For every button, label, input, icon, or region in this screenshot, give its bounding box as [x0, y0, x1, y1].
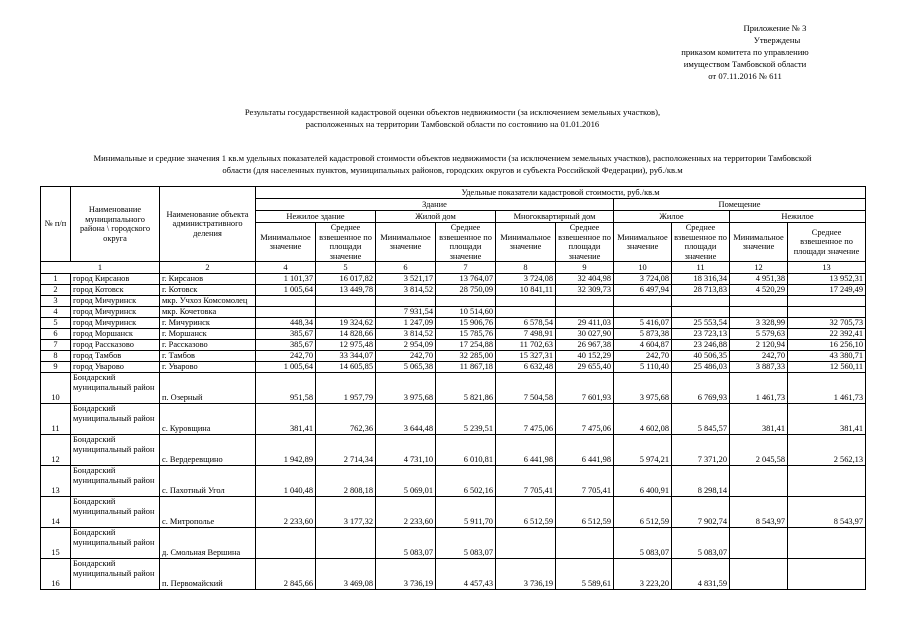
value-cell: 4 951,38: [730, 274, 788, 285]
value-cell: 5 083,07: [614, 528, 672, 559]
header-avg-value: Среднее взвешенное по площади значение: [436, 223, 496, 262]
value-cell: 6 400,91: [614, 466, 672, 497]
header-nonresidential-building: Нежилое здание: [256, 211, 376, 223]
header-avg-value: Среднее взвешенное по площади значение: [556, 223, 614, 262]
value-cell: 5 974,21: [614, 435, 672, 466]
row-number: 12: [41, 435, 71, 466]
table-row: [41, 373, 866, 404]
column-number: 2: [160, 262, 256, 274]
value-cell: 3 736,19: [496, 559, 556, 590]
district-name: город Мичуринск: [71, 307, 160, 318]
value-cell: [788, 559, 866, 590]
value-cell: 18 316,34: [672, 274, 730, 285]
column-number: 12: [730, 262, 788, 274]
document-title-line-2: расположенных на территории Тамбовской области по состоянию на 01.01.2016: [305, 118, 600, 129]
column-number: 5: [316, 262, 376, 274]
table-row: [41, 435, 866, 466]
value-cell: 10 841,11: [496, 285, 556, 296]
value-cell: 26 967,38: [556, 340, 614, 351]
value-cell: [496, 296, 556, 307]
value-cell: [730, 528, 788, 559]
value-cell: 22 392,41: [788, 329, 866, 340]
value-cell: [436, 296, 496, 307]
value-cell: 1 005,64: [256, 362, 316, 373]
table-caption-line-2: области (для населенных пунктов, муниципальных районов, городских округов и субъекта Российской Федерации), руб./кв.м: [222, 164, 683, 175]
district-name: город Кирсанов: [71, 274, 160, 285]
value-cell: 25 553,54: [672, 318, 730, 329]
value-cell: 4 604,87: [614, 340, 672, 351]
table-caption: [40, 153, 865, 176]
admin-unit-name: г. Тамбов: [160, 351, 256, 362]
value-cell: [496, 307, 556, 318]
value-cell: [788, 307, 866, 318]
value-cell: 28 750,09: [436, 285, 496, 296]
column-number: 4: [256, 262, 316, 274]
district-name: Бондарский муниципальный район: [71, 528, 160, 559]
value-cell: 5 083,07: [436, 528, 496, 559]
table-row: [41, 274, 866, 285]
value-cell: [256, 528, 316, 559]
district-name: Бондарский муниципальный район: [71, 435, 160, 466]
value-cell: 3 736,19: [376, 559, 436, 590]
value-cell: 40 506,35: [672, 351, 730, 362]
district-name: Бондарский муниципальный район: [71, 466, 160, 497]
value-cell: 1 247,09: [376, 318, 436, 329]
value-cell: 6 441,98: [496, 435, 556, 466]
header-min-value: Минимальное значение: [614, 223, 672, 262]
admin-unit-name: г. Мичуринск: [160, 318, 256, 329]
value-cell: 5 083,07: [672, 528, 730, 559]
value-cell: 5 911,70: [436, 497, 496, 528]
value-cell: 23 246,88: [672, 340, 730, 351]
header-min-value: Минимальное значение: [730, 223, 788, 262]
value-cell: 28 713,83: [672, 285, 730, 296]
value-cell: 3 521,17: [376, 274, 436, 285]
header-building: Здание: [256, 199, 614, 211]
value-cell: 6 497,94: [614, 285, 672, 296]
table-row: [41, 559, 866, 590]
admin-unit-name: д. Смольная Вершина: [160, 528, 256, 559]
admin-unit-name: мкр. Учхоз Комсомолец: [160, 296, 256, 307]
header-nonresidential-premises: Нежилое: [730, 211, 866, 223]
table-row: [41, 340, 866, 351]
value-cell: [556, 296, 614, 307]
value-cell: 6 769,93: [672, 373, 730, 404]
value-cell: 2 845,66: [256, 559, 316, 590]
row-number: 9: [41, 362, 71, 373]
header-premises: Помещение: [614, 199, 866, 211]
header-residential-premises: Жилое: [614, 211, 730, 223]
value-cell: 381,41: [730, 404, 788, 435]
value-cell: 23 723,13: [672, 329, 730, 340]
header-district: Наименование муниципального района \ городского округа: [71, 187, 160, 262]
district-name: город Мичуринск: [71, 318, 160, 329]
value-cell: [316, 296, 376, 307]
cadastral-values-table: [40, 186, 866, 590]
value-cell: 242,70: [376, 351, 436, 362]
value-cell: 11 867,18: [436, 362, 496, 373]
value-cell: 15 785,76: [436, 329, 496, 340]
value-cell: 8 543,97: [788, 497, 866, 528]
value-cell: 6 632,48: [496, 362, 556, 373]
value-cell: 385,67: [256, 340, 316, 351]
value-cell: 2 120,94: [730, 340, 788, 351]
approved-by-line-1: приказом комитета по управлению: [681, 47, 809, 57]
table-row: [41, 285, 866, 296]
value-cell: [788, 296, 866, 307]
value-cell: 8 543,97: [730, 497, 788, 528]
value-cell: 4 520,29: [730, 285, 788, 296]
row-number: 5: [41, 318, 71, 329]
value-cell: 16 017,82: [316, 274, 376, 285]
value-cell: [256, 307, 316, 318]
header-avg-value: Среднее взвешенное по площади значение: [316, 223, 376, 262]
value-cell: 7 601,93: [556, 373, 614, 404]
header-apartment-building: Многоквартирный дом: [496, 211, 614, 223]
value-cell: 13 449,78: [316, 285, 376, 296]
value-cell: 2 954,09: [376, 340, 436, 351]
value-cell: 2 233,60: [376, 497, 436, 528]
value-cell: 4 731,10: [376, 435, 436, 466]
header-min-value: Минимальное значение: [376, 223, 436, 262]
value-cell: [672, 296, 730, 307]
value-cell: 6 512,59: [556, 497, 614, 528]
header-specific-values: Удельные показатели кадастровой стоимости, руб./кв.м: [256, 187, 866, 199]
table-caption-line-1: Минимальные и средние значения 1 кв.м удельных показателей кадастровой стоимости объектов недвижимости (за исключением земельных участков), расположенных на территории Тамбовской: [93, 153, 812, 163]
value-cell: 1 005,64: [256, 285, 316, 296]
value-cell: 3 814,52: [376, 329, 436, 340]
row-number: 11: [41, 404, 71, 435]
value-cell: 5 845,57: [672, 404, 730, 435]
row-number: 1: [41, 274, 71, 285]
value-cell: 5 110,40: [614, 362, 672, 373]
value-cell: 11 702,63: [496, 340, 556, 351]
column-number: 10: [614, 262, 672, 274]
value-cell: 5 083,07: [376, 528, 436, 559]
admin-unit-name: г. Рассказово: [160, 340, 256, 351]
document-title: [0, 107, 905, 130]
value-cell: 2 714,34: [316, 435, 376, 466]
value-cell: 2 562,13: [788, 435, 866, 466]
value-cell: 5 873,38: [614, 329, 672, 340]
value-cell: 6 512,59: [614, 497, 672, 528]
value-cell: 3 887,33: [730, 362, 788, 373]
value-cell: 2 808,18: [316, 466, 376, 497]
district-name: Бондарский муниципальный район: [71, 497, 160, 528]
admin-unit-name: с. Куровщина: [160, 404, 256, 435]
value-cell: 2 233,60: [256, 497, 316, 528]
row-number: 6: [41, 329, 71, 340]
value-cell: 30 027,90: [556, 329, 614, 340]
district-name: город Рассказово: [71, 340, 160, 351]
value-cell: 5 065,38: [376, 362, 436, 373]
value-cell: 3 328,99: [730, 318, 788, 329]
value-cell: 4 831,59: [672, 559, 730, 590]
column-number: 13: [788, 262, 866, 274]
value-cell: 6 578,54: [496, 318, 556, 329]
admin-unit-name: г. Моршанск: [160, 329, 256, 340]
value-cell: [788, 528, 866, 559]
approved-by-line-2: имуществом Тамбовской области: [683, 59, 807, 69]
value-cell: [730, 466, 788, 497]
header-row-number: № п/п: [41, 187, 71, 262]
district-name: город Уварово: [71, 362, 160, 373]
value-cell: 3 644,48: [376, 404, 436, 435]
value-cell: [788, 466, 866, 497]
admin-unit-name: г. Кирсанов: [160, 274, 256, 285]
admin-unit-name: с. Митрополье: [160, 497, 256, 528]
value-cell: 1 040,48: [256, 466, 316, 497]
value-cell: [730, 307, 788, 318]
table-row: [41, 318, 866, 329]
row-number: 8: [41, 351, 71, 362]
value-cell: 43 380,71: [788, 351, 866, 362]
value-cell: 1 461,73: [788, 373, 866, 404]
district-name: город Моршанск: [71, 329, 160, 340]
value-cell: 3 724,08: [614, 274, 672, 285]
header-avg-value: Среднее взвешенное по площади значение: [788, 223, 866, 262]
value-cell: 10 514,60: [436, 307, 496, 318]
value-cell: 7 475,06: [556, 404, 614, 435]
order-date-number: от 07.11.2016 № 611: [708, 71, 782, 81]
value-cell: 14 828,66: [316, 329, 376, 340]
value-cell: 5 589,61: [556, 559, 614, 590]
value-cell: 242,70: [730, 351, 788, 362]
value-cell: 32 404,98: [556, 274, 614, 285]
value-cell: 3 814,52: [376, 285, 436, 296]
header-min-value: Минимальное значение: [496, 223, 556, 262]
value-cell: 32 285,00: [436, 351, 496, 362]
value-cell: 7 705,41: [496, 466, 556, 497]
value-cell: 1 101,37: [256, 274, 316, 285]
value-cell: 16 256,10: [788, 340, 866, 351]
value-cell: 7 705,41: [556, 466, 614, 497]
admin-unit-name: п. Первомайский: [160, 559, 256, 590]
column-number: 11: [672, 262, 730, 274]
value-cell: 29 655,40: [556, 362, 614, 373]
value-cell: 1 461,73: [730, 373, 788, 404]
value-cell: 17 249,49: [788, 285, 866, 296]
value-cell: 3 469,08: [316, 559, 376, 590]
value-cell: 3 975,68: [614, 373, 672, 404]
value-cell: 15 906,76: [436, 318, 496, 329]
column-number: 7: [436, 262, 496, 274]
value-cell: 7 371,20: [672, 435, 730, 466]
value-cell: 951,58: [256, 373, 316, 404]
value-cell: [556, 528, 614, 559]
column-number: 1: [41, 262, 160, 274]
value-cell: 3 177,32: [316, 497, 376, 528]
header-min-value: Минимальное значение: [256, 223, 316, 262]
value-cell: 448,34: [256, 318, 316, 329]
value-cell: 1 942,89: [256, 435, 316, 466]
column-number: 8: [496, 262, 556, 274]
value-cell: 1 957,79: [316, 373, 376, 404]
admin-unit-name: с. Вердеревщино: [160, 435, 256, 466]
value-cell: [556, 307, 614, 318]
value-cell: 7 902,74: [672, 497, 730, 528]
district-name: город Тамбов: [71, 351, 160, 362]
value-cell: 13 764,07: [436, 274, 496, 285]
table-row: [41, 497, 866, 528]
value-cell: 4 457,43: [436, 559, 496, 590]
value-cell: 15 327,31: [496, 351, 556, 362]
value-cell: 7 931,54: [376, 307, 436, 318]
value-cell: 29 411,03: [556, 318, 614, 329]
table-row: [41, 466, 866, 497]
value-cell: 33 344,07: [316, 351, 376, 362]
row-number: 15: [41, 528, 71, 559]
value-cell: [614, 307, 672, 318]
value-cell: 14 605,85: [316, 362, 376, 373]
value-cell: 5 821,86: [436, 373, 496, 404]
row-number: 13: [41, 466, 71, 497]
document-title-line-1: Результаты государственной кадастровой оценки объектов недвижимости (за исключением земельных участков),: [244, 107, 661, 117]
value-cell: 7 498,91: [496, 329, 556, 340]
table-row: [41, 329, 866, 340]
value-cell: 6 512,59: [496, 497, 556, 528]
district-name: Бондарский муниципальный район: [71, 559, 160, 590]
value-cell: [730, 296, 788, 307]
value-cell: [256, 296, 316, 307]
value-cell: 5 416,07: [614, 318, 672, 329]
table-row: [41, 296, 866, 307]
value-cell: 385,67: [256, 329, 316, 340]
value-cell: 6 010,81: [436, 435, 496, 466]
value-cell: 3 975,68: [376, 373, 436, 404]
value-cell: 32 309,73: [556, 285, 614, 296]
table-row: [41, 404, 866, 435]
admin-unit-name: мкр. Кочетовка: [160, 307, 256, 318]
value-cell: 381,41: [256, 404, 316, 435]
row-number: 14: [41, 497, 71, 528]
value-cell: 5 239,51: [436, 404, 496, 435]
value-cell: 762,36: [316, 404, 376, 435]
table-row: [41, 351, 866, 362]
approval-block: [640, 22, 850, 82]
table-row: [41, 528, 866, 559]
value-cell: [376, 296, 436, 307]
value-cell: 17 254,88: [436, 340, 496, 351]
table-row: [41, 362, 866, 373]
value-cell: 7 475,06: [496, 404, 556, 435]
district-name: город Мичуринск: [71, 296, 160, 307]
value-cell: 3 724,08: [496, 274, 556, 285]
admin-unit-name: г. Уварово: [160, 362, 256, 373]
admin-unit-name: г. Котовск: [160, 285, 256, 296]
column-number: 6: [376, 262, 436, 274]
value-cell: 5 069,01: [376, 466, 436, 497]
row-number: 10: [41, 373, 71, 404]
value-cell: 3 223,20: [614, 559, 672, 590]
value-cell: [496, 528, 556, 559]
district-name: Бондарский муниципальный район: [71, 373, 160, 404]
row-number: 16: [41, 559, 71, 590]
value-cell: 32 705,73: [788, 318, 866, 329]
value-cell: 5 579,63: [730, 329, 788, 340]
value-cell: [316, 528, 376, 559]
value-cell: 25 486,03: [672, 362, 730, 373]
header-avg-value: Среднее взвешенное по площади значение: [672, 223, 730, 262]
value-cell: 242,70: [614, 351, 672, 362]
appendix-number: Приложение № 3: [743, 23, 807, 33]
table-row: [41, 307, 866, 318]
value-cell: 13 952,31: [788, 274, 866, 285]
row-number: 3: [41, 296, 71, 307]
value-cell: [730, 559, 788, 590]
value-cell: 242,70: [256, 351, 316, 362]
value-cell: [614, 296, 672, 307]
value-cell: 40 152,29: [556, 351, 614, 362]
value-cell: 19 324,62: [316, 318, 376, 329]
approved-label: Утверждены: [753, 35, 801, 45]
value-cell: 12 975,48: [316, 340, 376, 351]
district-name: Бондарский муниципальный район: [71, 404, 160, 435]
value-cell: [672, 307, 730, 318]
value-cell: [316, 307, 376, 318]
value-cell: 12 560,11: [788, 362, 866, 373]
row-number: 4: [41, 307, 71, 318]
row-number: 2: [41, 285, 71, 296]
value-cell: 6 502,16: [436, 466, 496, 497]
value-cell: 7 504,58: [496, 373, 556, 404]
value-cell: 4 602,08: [614, 404, 672, 435]
admin-unit-name: п. Озерный: [160, 373, 256, 404]
value-cell: 2 045,58: [730, 435, 788, 466]
header-admin-unit: Наименование объекта административного деления: [160, 187, 256, 262]
value-cell: 8 298,14: [672, 466, 730, 497]
column-number: 9: [556, 262, 614, 274]
admin-unit-name: с. Пахотный Угол: [160, 466, 256, 497]
value-cell: 6 441,98: [556, 435, 614, 466]
value-cell: 381,41: [788, 404, 866, 435]
district-name: город Котовск: [71, 285, 160, 296]
header-residential-house: Жилой дом: [376, 211, 496, 223]
row-number: 7: [41, 340, 71, 351]
